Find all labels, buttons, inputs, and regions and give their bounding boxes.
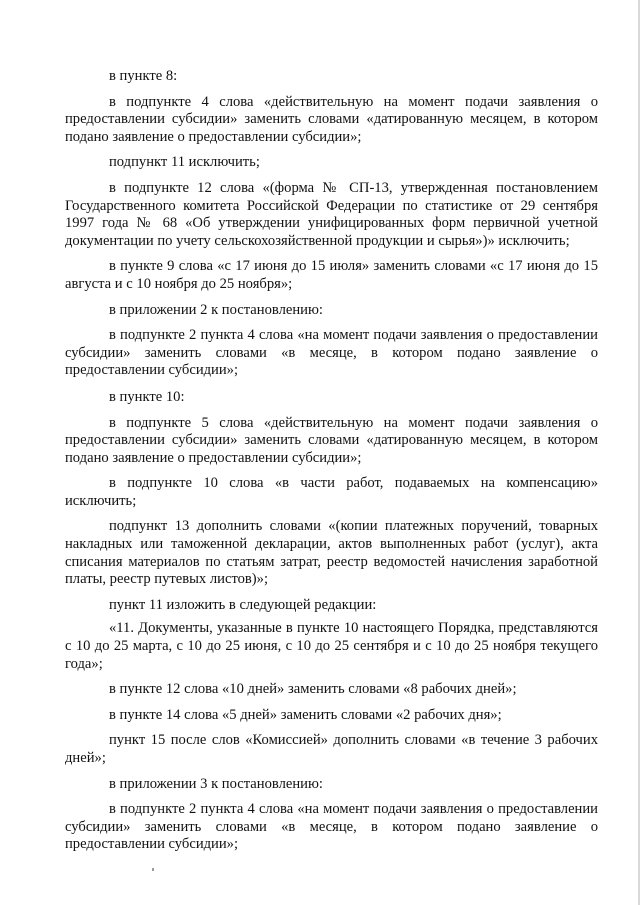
paragraph-appendix-2-subitem-2: в подпункте 2 пункта 4 слова «на момент подачи заявления о предоставлении субсидии» заменить словами «в месяце, в котором подано заявление о предоставлении субсидии»;: [65, 327, 598, 379]
paragraph-item-10-subitem-5: в подпункте 5 слова «действительную на момент подачи заявления о предоставлении субсидии» заменить словами «датированную месяцем, в котором подано заявление о предоставлении субсидии»;: [65, 414, 598, 466]
paragraph-item-11-heading: пункт 11 изложить в следующей редакции:: [109, 596, 377, 613]
document-body: [65, 68, 598, 862]
paragraph-item-11-text: «11. Документы, указанные в пункте 10 настоящего Порядка, представляются с 10 до 25 марта, с 10 до 25 июня, с 10 до 25 сентября и с 10 до 25 ноября текущего года»;: [65, 620, 598, 672]
paragraph-appendix-2-heading: в приложении 2 к постановлению:: [109, 301, 323, 318]
scan-speck: [152, 868, 154, 871]
paragraph-subitem-4: в подпункте 4 слова «действительную на момент подачи заявления о предоставлении субсидии» заменить словами «датированную месяцем, в котором подано заявление о предоставлении субсидии»;: [65, 93, 598, 145]
paragraph-appendix-3-subitem-2: в подпункте 2 пункта 4 слова «на момент подачи заявления о предоставлении субсидии» заменить словами «в месяце, в котором подано заявление о предоставлении субсидии»;: [65, 801, 598, 853]
paragraph-subitem-12: в подпункте 12 слова «(форма № СП-13, утвержденная постановлением Государственного комитета Российской Федерации по статистике от 29 сентября 1997 года № 68 «Об утверждении унифицированных форм первичной учетной документации по учету сельскохозяйственной продукции и сырья»)» исключить;: [65, 179, 598, 249]
paragraph-appendix-3-heading: в приложении 3 к постановлению:: [109, 775, 323, 792]
paragraph-item-9: в пункте 9 слова «с 17 июня до 15 июля» заменить словами «с 17 июня до 15 августа и с 10 ноября до 25 ноября»;: [65, 258, 598, 292]
paragraph-item-10-subitem-13: подпункт 13 дополнить словами «(копии платежных поручений, товарных накладных или таможенной декларации, актов выполненных работ (услуг), акта списания материалов по статьям затрат, реестр ведомостей начисления заработной платы, реестр путевых листов)»;: [65, 518, 598, 588]
paragraph-item-8-heading: в пункте 8:: [109, 68, 178, 84]
paragraph-item-12: в пункте 12 слова «10 дней» заменить словами «8 рабочих дней»;: [109, 681, 517, 698]
paragraph-item-10-heading: в пункте 10:: [109, 388, 185, 405]
paragraph-item-10-subitem-10: в подпункте 10 слова «в части работ, подаваемых на компенсацию» исключить;: [65, 475, 598, 509]
paragraph-subitem-11-remove: подпункт 11 исключить;: [109, 154, 260, 171]
paragraph-item-14: в пункте 14 слова «5 дней» заменить словами «2 рабочих дня»;: [109, 706, 502, 723]
paragraph-item-15: пункт 15 после слов «Комиссией» дополнить словами «в течение 3 рабочих дней»;: [65, 732, 598, 766]
